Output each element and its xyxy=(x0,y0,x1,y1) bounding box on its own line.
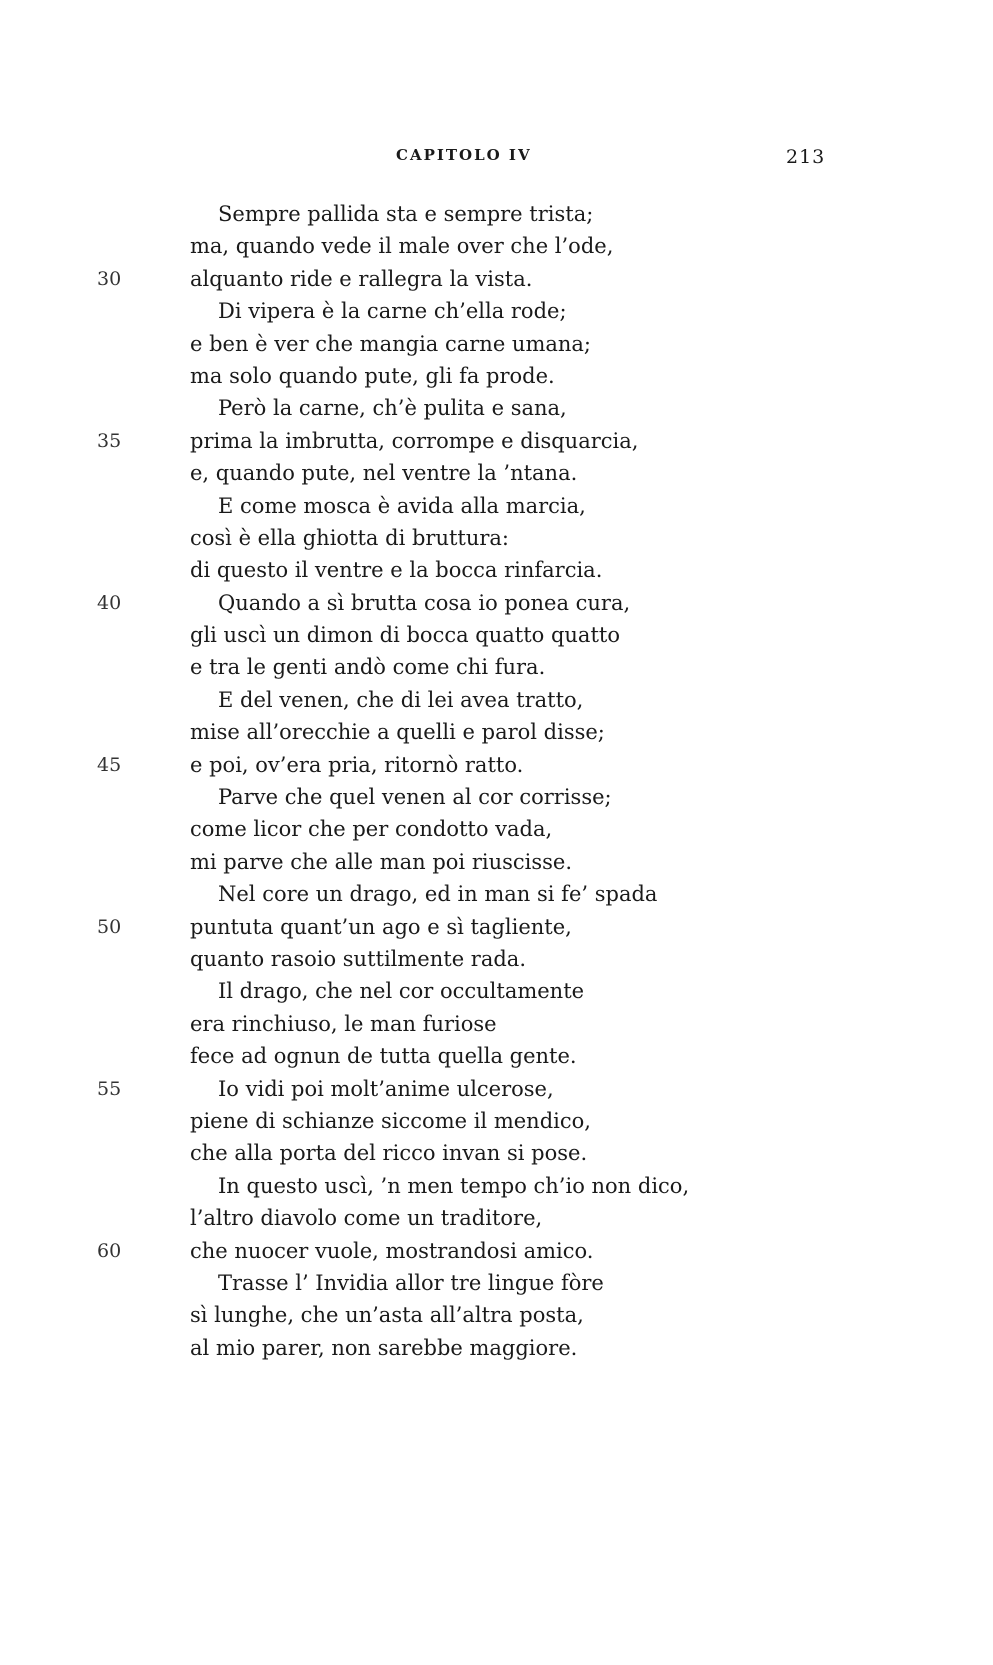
verse-line xyxy=(0,1267,993,1299)
verse-text: quanto rasoio suttilmente rada. xyxy=(190,946,526,971)
verse-text: alquanto ride e rallegra la vista. xyxy=(190,266,533,291)
verse-text: l’altro diavolo come un traditore, xyxy=(190,1206,543,1231)
verse-text: al mio parer, non sarebbe maggiore. xyxy=(190,1335,578,1360)
verse-line xyxy=(0,457,993,489)
verse-text: era rinchiuso, le man furiose xyxy=(190,1011,497,1036)
chapter-title: CAPITOLO IV xyxy=(396,146,532,164)
verse-line xyxy=(0,975,993,1007)
line-number: 35 xyxy=(97,429,122,452)
page-number: 213 xyxy=(786,146,826,168)
line-number: 60 xyxy=(97,1239,122,1262)
line-number: 30 xyxy=(97,267,122,290)
verse-line xyxy=(0,554,993,586)
verse-line xyxy=(0,749,993,781)
verse-text: Di vipera è la carne ch’ella rode; xyxy=(218,299,567,324)
verse-text: fece ad ognun de tutta quella gente. xyxy=(190,1044,577,1069)
verse-text: Trasse l’ Invidia allor tre lingue fòre xyxy=(218,1270,604,1295)
verse-text: che alla porta del ricco invan si pose. xyxy=(190,1141,588,1166)
verse-text: Nel core un drago, ed in man si fe’ spada xyxy=(218,882,658,907)
verse-text: E come mosca è avida alla marcia, xyxy=(218,493,586,518)
verse-text: puntuta quant’un ago e sì tagliente, xyxy=(190,914,572,939)
verse-text: e tra le genti andò come chi fura. xyxy=(190,655,546,680)
line-number: 40 xyxy=(97,591,122,614)
verse-text: e poi, ov’era pria, ritornò ratto. xyxy=(190,752,524,777)
verse-text: come licor che per condotto vada, xyxy=(190,817,553,842)
verse-text: Quando a sì brutta cosa io ponea cura, xyxy=(218,590,631,615)
verse-text: E del venen, che di lei avea tratto, xyxy=(218,687,584,712)
verse-line xyxy=(0,425,993,457)
verse-text: prima la imbrutta, corrompe e disquarcia, xyxy=(190,428,639,453)
verse-line xyxy=(0,878,993,910)
verse-line xyxy=(0,1202,993,1234)
verse-line xyxy=(0,1073,993,1105)
verse-line xyxy=(0,1170,993,1202)
verse-line xyxy=(0,943,993,975)
verse-line xyxy=(0,263,993,295)
verse-text: Sempre pallida sta e sempre trista; xyxy=(218,202,594,226)
verse-text: gli uscì un dimon di bocca quatto quatto xyxy=(190,623,620,648)
poem-text xyxy=(0,198,993,1364)
verse-text: Io vidi poi molt’anime ulcerose, xyxy=(218,1076,554,1101)
verse-line xyxy=(0,522,993,554)
verse-line xyxy=(0,1235,993,1267)
verse-text: così è ella ghiotta di bruttura: xyxy=(190,525,510,550)
verse-line xyxy=(0,1105,993,1137)
verse-text: Il drago, che nel cor occultamente xyxy=(218,979,585,1004)
verse-line xyxy=(0,230,993,262)
verse-line xyxy=(0,360,993,392)
verse-text: ma, quando vede il male over che l’ode, xyxy=(190,234,614,259)
line-number: 50 xyxy=(97,915,122,938)
verse-line xyxy=(0,813,993,845)
verse-line xyxy=(0,846,993,878)
verse-text: piene di schianze siccome il mendico, xyxy=(190,1108,591,1133)
verse-text: che nuocer vuole, mostrandosi amico. xyxy=(190,1238,594,1263)
verse-line xyxy=(0,1332,993,1364)
line-number: 45 xyxy=(97,753,122,776)
verse-line xyxy=(0,587,993,619)
verse-text: ma solo quando pute, gli fa prode. xyxy=(190,363,555,388)
verse-text: Parve che quel venen al cor corrisse; xyxy=(218,785,612,810)
verse-text: sì lunghe, che un’asta all’altra posta, xyxy=(190,1303,584,1328)
verse-line xyxy=(0,684,993,716)
verse-line xyxy=(0,1299,993,1331)
verse-line xyxy=(0,490,993,522)
verse-line xyxy=(0,198,993,230)
verse-line xyxy=(0,328,993,360)
verse-line xyxy=(0,1137,993,1169)
verse-text: Però la carne, ch’è pulita e sana, xyxy=(218,396,567,421)
verse-line xyxy=(0,295,993,327)
verse-line xyxy=(0,1040,993,1072)
verse-line xyxy=(0,911,993,943)
verse-text: mi parve che alle man poi riuscisse. xyxy=(190,849,573,874)
verse-line xyxy=(0,1008,993,1040)
verse-text: di questo il ventre e la bocca rinfarcia. xyxy=(190,558,603,583)
verse-line xyxy=(0,716,993,748)
verse-text: e, quando pute, nel ventre la ’ntana. xyxy=(190,461,578,486)
verse-line xyxy=(0,651,993,683)
line-number: 55 xyxy=(97,1077,122,1100)
verse-text: e ben è ver che mangia carne umana; xyxy=(190,331,592,356)
verse-line xyxy=(0,392,993,424)
verse-text: mise all’orecchie a quelli e parol disse; xyxy=(190,720,605,745)
verse-line xyxy=(0,619,993,651)
verse-line xyxy=(0,781,993,813)
verse-text: In questo uscì, ’n men tempo ch’io non dico, xyxy=(218,1173,690,1198)
